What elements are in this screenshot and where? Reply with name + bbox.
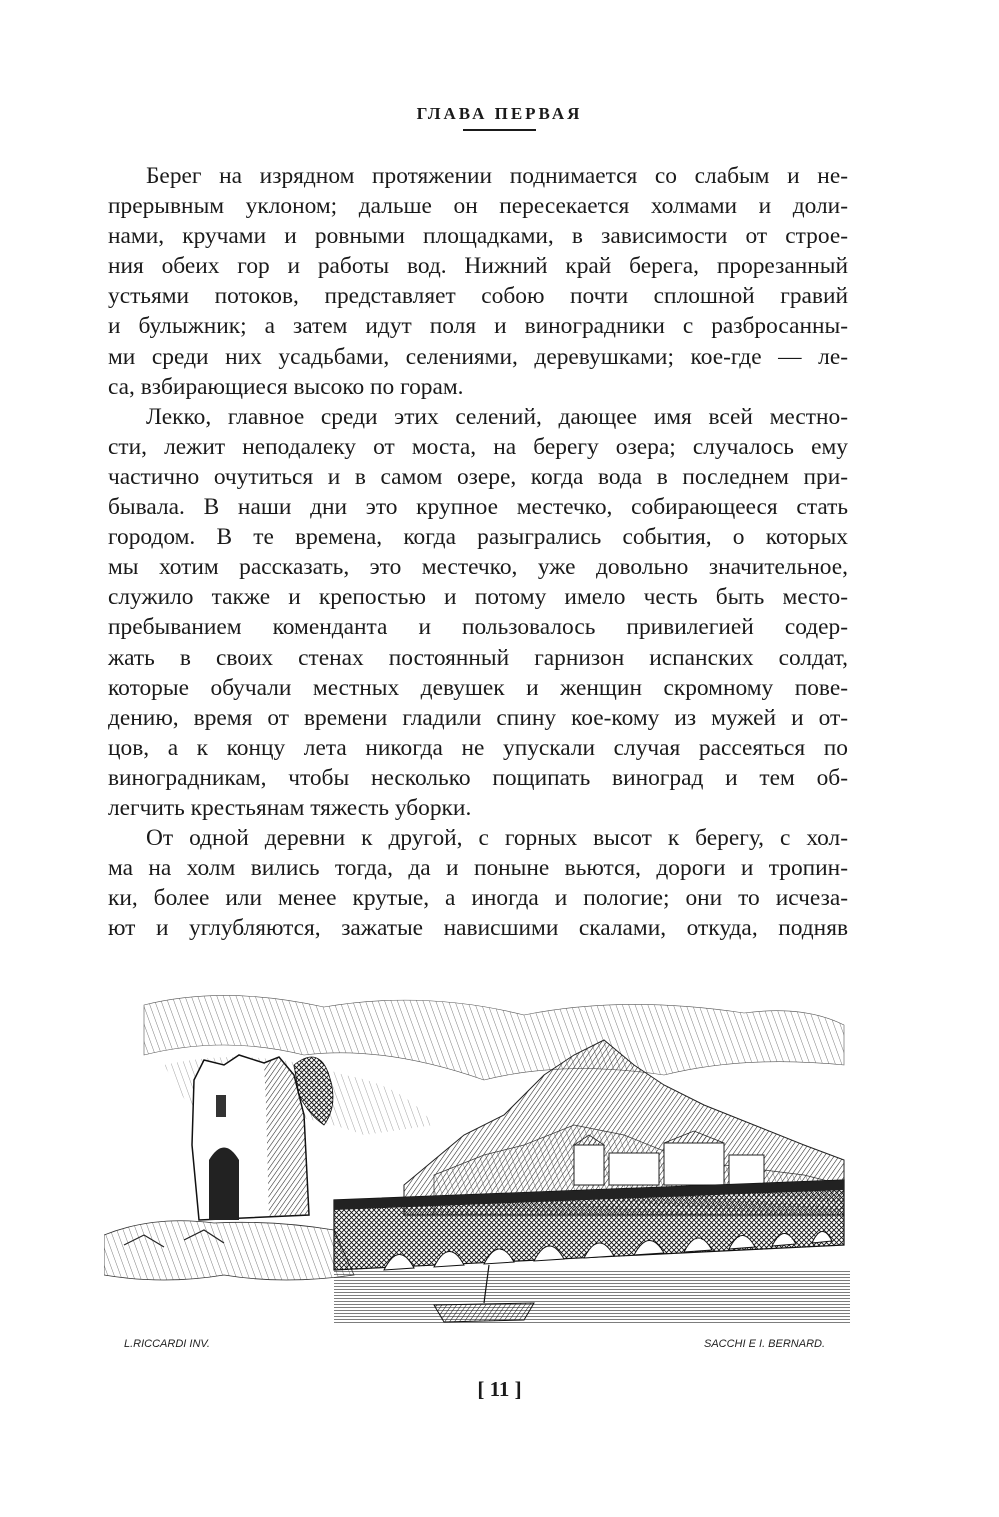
ruined-tower <box>192 1055 333 1220</box>
text-line: жать в своих стенах постоянный гарнизон испанских солдат, <box>108 644 848 671</box>
lake-water <box>334 1270 850 1325</box>
text-line: частично очутиться и в самом озере, когда вода в последнем при- <box>108 463 848 490</box>
engraver-signature-right: SACCHI E I. BERNARD. <box>704 1338 826 1350</box>
text-line: прерывным уклоном; дальше он пересекается холмами и доли- <box>108 193 848 220</box>
text-line: служило также и крепостью и потому имело честь быть место- <box>108 584 848 611</box>
running-head-rule <box>463 129 536 131</box>
text-line: ми среди них усадьбами, селениями, деревушками; кое-где — ле- <box>108 343 848 370</box>
text-line: нами, кручами и ровными площадками, в зависимости от строе- <box>108 223 848 250</box>
text-line: сти, лежит неподалеку от моста, на берегу озера; случалось ему <box>108 433 848 460</box>
text-line: Лекко, главное среди этих селений, дающее имя всей местно- <box>146 403 848 430</box>
text-line: бывала. В наши дни это крупное местечко, собирающееся стать <box>108 494 848 521</box>
running-head: ГЛАВА ПЕРВАЯ <box>416 104 583 123</box>
bridge-engraving <box>104 985 850 1355</box>
foreground-ground <box>104 1221 354 1280</box>
page-number: [ 11 ] <box>477 1377 522 1401</box>
text-line: городом. В те времена, когда разыгрались события, о которых <box>108 524 848 551</box>
text-line: цов, а к концу лета никогда не упускали случая рассеяться по <box>108 734 848 761</box>
engraver-signature-left: L.RICCARDI INV. <box>124 1338 210 1350</box>
text-line: дению, время от времени гладили спину кое-кому из мужей и от- <box>108 704 848 731</box>
text-line: ния обеих гор и работы вод. Нижний край берега, прорезанный <box>108 253 848 280</box>
text-line: са, взбирающиеся высоко по горам. <box>108 373 464 400</box>
text-line: ют и углубляются, зажатые нависшими скалами, откуда, подняв <box>108 915 848 942</box>
body-text <box>108 161 848 943</box>
text-line: мы хотим рассказать, это местечко, уже довольно значительное, <box>108 554 848 581</box>
text-line: ки, более или менее крутые, а иногда и пологие; они то исчеза- <box>108 885 848 912</box>
text-line: Берег на изрядном протяжении поднимается со слабым и не- <box>146 163 848 189</box>
text-line: виноградникам, чтобы несколько пощипать виноград и тем об- <box>108 764 848 791</box>
text-line: ма на холм вились тогда, да и поныне вьются, дороги и тропин- <box>108 855 848 882</box>
text-line: легчить крестьянам тяжесть уборки. <box>108 794 472 821</box>
text-line: От одной деревни к другой, с горных высот к берегу, с хол- <box>146 825 848 852</box>
text-line: устьями потоков, представляет собою почти сплошной гравий <box>108 283 848 310</box>
text-line: и булыжник; а затем идут поля и виноградники с разбросанны- <box>108 313 848 340</box>
text-line: пребыванием коменданта и пользовалось привилегией содер- <box>108 614 848 641</box>
text-line: которые обучали местных девушек и женщин скромному пове- <box>108 674 848 701</box>
